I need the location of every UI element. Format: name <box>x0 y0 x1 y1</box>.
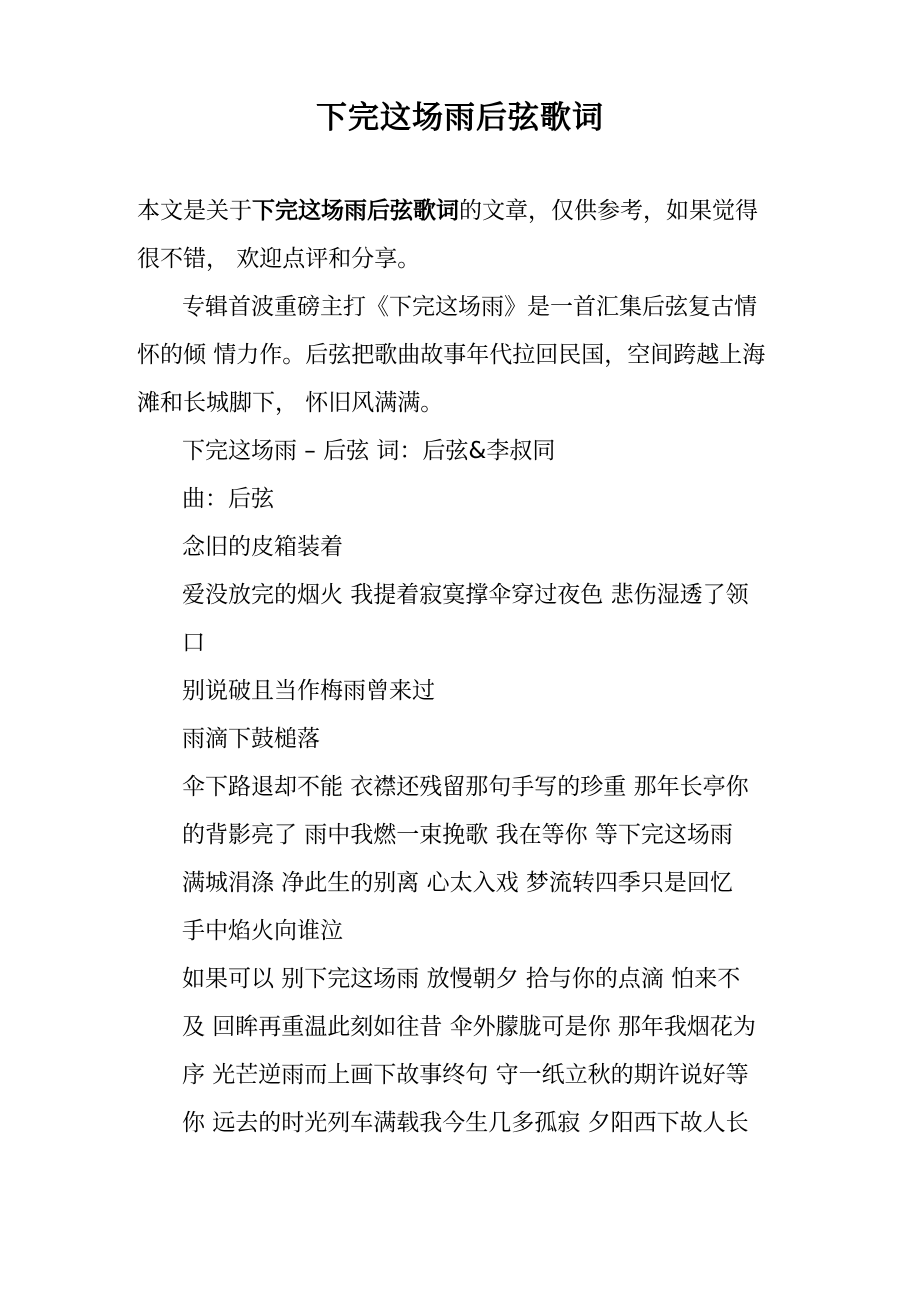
lyric-line: 口 <box>182 630 205 656</box>
credits-music-line: 曲：后弦 <box>182 486 274 512</box>
lyric-line: 别说破且当作梅雨曾来过 <box>182 678 435 704</box>
credits-song-line: 下完这场雨 – 后弦 词：后弦&李叔同 <box>182 438 556 464</box>
paragraph-line-3: 滩和长城脚下， 怀旧风满满。 <box>137 390 444 416</box>
lyric-line: 及 回眸再重温此刻如往昔 伞外朦胧可是你 那年我烟花为 <box>182 1014 756 1040</box>
paragraph-line-2: 怀的倾 情力作。后弦把歌曲故事年代拉回民国，空间跨越上海 <box>137 342 766 368</box>
lyric-line: 满城涓涤 净此生的别离 心太入戏 梦流转四季只是回忆 <box>182 870 733 896</box>
lyric-line: 如果可以 别下完这场雨 放慢朝夕 拾与你的点滴 怕来不 <box>182 966 741 992</box>
intro-line-2: 很不错， 欢迎点评和分享。 <box>137 246 421 272</box>
intro-suffix: 的文章，仅供参考，如果觉得 <box>459 198 758 224</box>
lyric-line: 雨滴下鼓槌落 <box>182 726 320 752</box>
intro-prefix: 本文是关于 <box>137 198 252 224</box>
lyric-line: 念旧的皮箱装着 <box>182 534 343 560</box>
paragraph-line-1: 专辑首波重磅主打《下完这场雨》是一首汇集后弦复古情 <box>182 294 757 320</box>
page-title: 下完这场雨后弦歌词 <box>316 100 604 136</box>
lyric-line: 的背影亮了 雨中我燃一束挽歌 我在等你 等下完这场雨 <box>182 822 733 848</box>
intro-bold-title: 下完这场雨后弦歌词 <box>252 198 459 224</box>
lyric-line: 手中焰火向谁泣 <box>182 918 343 944</box>
lyric-line: 伞下路退却不能 衣襟还残留那句手写的珍重 那年长亭你 <box>182 774 749 800</box>
lyric-line: 你 远去的时光列车满载我今生几多孤寂 夕阳西下故人长 <box>182 1110 749 1136</box>
intro-line-1 <box>137 192 758 225</box>
lyric-line: 序 光芒逆雨而上画下故事终句 守一纸立秋的期许说好等 <box>182 1062 749 1088</box>
lyric-line: 爱没放完的烟火 我提着寂寞撑伞穿过夜色 悲伤湿透了领 <box>182 582 749 608</box>
